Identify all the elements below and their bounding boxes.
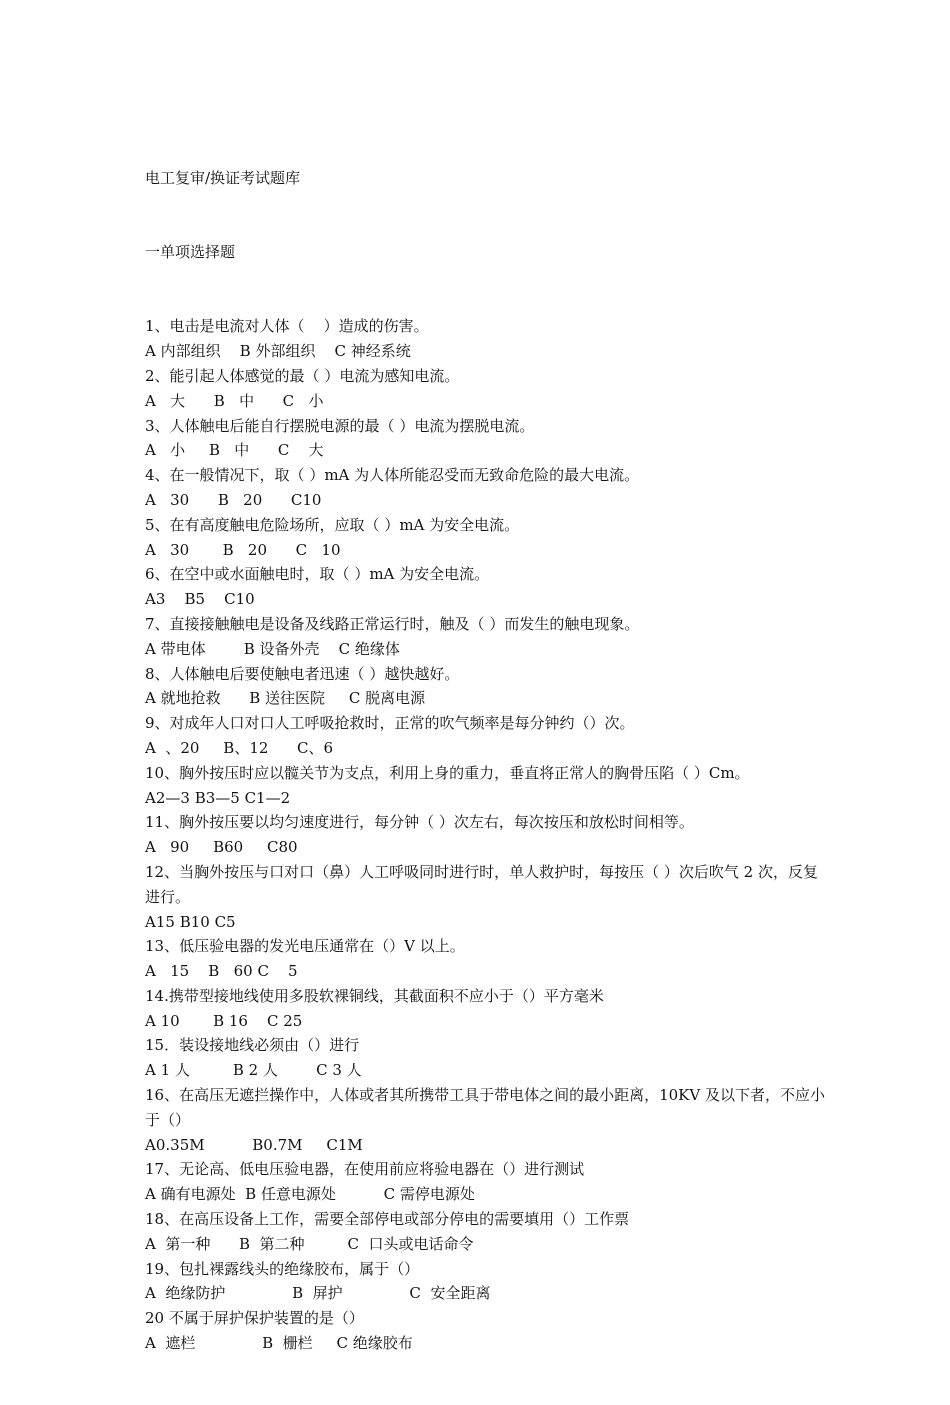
question-text: 14.携带型接地线使用多股软裸铜线，其截面积不应小于（）平方毫米 [145, 986, 604, 1005]
question-text: 4、在一般情况下，取（ ）mA 为人体所能忍受而无致命危险的最大电流。 [145, 466, 640, 485]
question-text: 15．装设接地线必须由（）进行 [145, 1036, 360, 1055]
answer-options: A3 B5 C10 [145, 590, 255, 609]
question-text: 16、在高压无遮拦操作中，人体或者其所携带工具于带电体之间的最小距离，10KV 及以下者，不应小于（） [145, 1086, 825, 1129]
answer-options: A 10 B 16 C 25 [145, 1011, 303, 1030]
answer-options: A0.35M B0.7M C1M [145, 1135, 363, 1154]
answer-options: A 确有电源处 B 任意电源处 C 需停电源处 [145, 1185, 475, 1204]
question-text: 8、人体触电后要使触电者迅速（ ）越快越好。 [145, 664, 460, 683]
document-title: 电工复审/换证考试题库 [145, 168, 301, 187]
answer-options: A 小 B 中 C 大 [145, 441, 324, 460]
answer-options: A 内部组织 B 外部组织 C 神经系统 [145, 342, 411, 361]
answer-options: A2—3 B3—5 C1—2 [145, 788, 291, 807]
question-text: 17、无论高、低电压验电器，在使用前应将验电器在（）进行测试 [145, 1160, 585, 1179]
question-text: 9、对成年人口对口人工呼吸抢救时，正常的吹气频率是每分钟约（）次。 [145, 714, 635, 733]
document-body [145, 116, 825, 1405]
answer-options: A 带电体 B 设备外壳 C 绝缘体 [145, 639, 400, 658]
question-text: 3、人体触电后能自行摆脱电源的最（ ）电流为摆脱电流。 [145, 416, 535, 435]
answer-options: A 30 B 20 C10 [145, 490, 322, 509]
answer-options: A15 B10 C5 [145, 912, 236, 931]
question-list [145, 314, 825, 1355]
answer-options: A 大 B 中 C 小 [145, 391, 324, 410]
section-heading: 一单项选择题 [145, 242, 236, 261]
question-text: 19、包扎裸露线头的绝缘胶布，属于（） [145, 1259, 420, 1278]
answer-options: A 就地抢救 B 送往医院 C 脱离电源 [145, 689, 426, 708]
answer-options: A 、20 B、12 C、6 [145, 738, 334, 757]
question-text: 10、胸外按压时应以髋关节为支点，利用上身的重力，垂直将正常人的胸骨压陷（ ）Cm。 [145, 763, 750, 782]
answer-options: A 30 B 20 C 10 [145, 540, 341, 559]
answer-options: A 1 人 B 2 人 C 3 人 [145, 1061, 362, 1080]
question-text: 18、在高压设备上工作，需要全部停电或部分停电的需要填用（）工作票 [145, 1210, 630, 1229]
question-text: 20 不属于屏护保护装置的是（） [145, 1309, 364, 1328]
question-text: 11、胸外按压要以均匀速度进行，每分钟（ ）次左右，每次按压和放松时间相等。 [145, 813, 694, 832]
question-text: 6、在空中或水面触电时，取（ ）mA 为安全电流。 [145, 565, 490, 584]
question-text: 5、在有高度触电危险场所，应取（ ）mA 为安全电流。 [145, 515, 520, 534]
question-text: 13、低压验电器的发光电压通常在（）V 以上。 [145, 937, 465, 956]
answer-options: A 第一种 B 第二种 C 口头或电话命令 [145, 1234, 474, 1253]
answer-options: A 90 B60 C80 [145, 838, 298, 857]
answer-options: A 遮栏 B 栅栏 C 绝缘胶布 [145, 1334, 413, 1353]
answer-options: A 15 B 60 C 5 [145, 962, 298, 981]
question-text: 2、能引起人体感觉的最（ ）电流为感知电流。 [145, 366, 460, 385]
answer-options: A 绝缘防护 B 屏护 C 安全距离 [145, 1284, 491, 1303]
question-text: 7、直接接触触电是设备及线路正常运行时，触及（ ）而发生的触电现象。 [145, 614, 640, 633]
question-text: 12、当胸外按压与口对口（鼻）人工呼吸同时进行时，单人救护时，每按压（ ）次后吹气 2 次，反复进行。 [145, 862, 818, 906]
question-text: 1、电击是电流对人体（ ）造成的伤害。 [145, 317, 429, 336]
